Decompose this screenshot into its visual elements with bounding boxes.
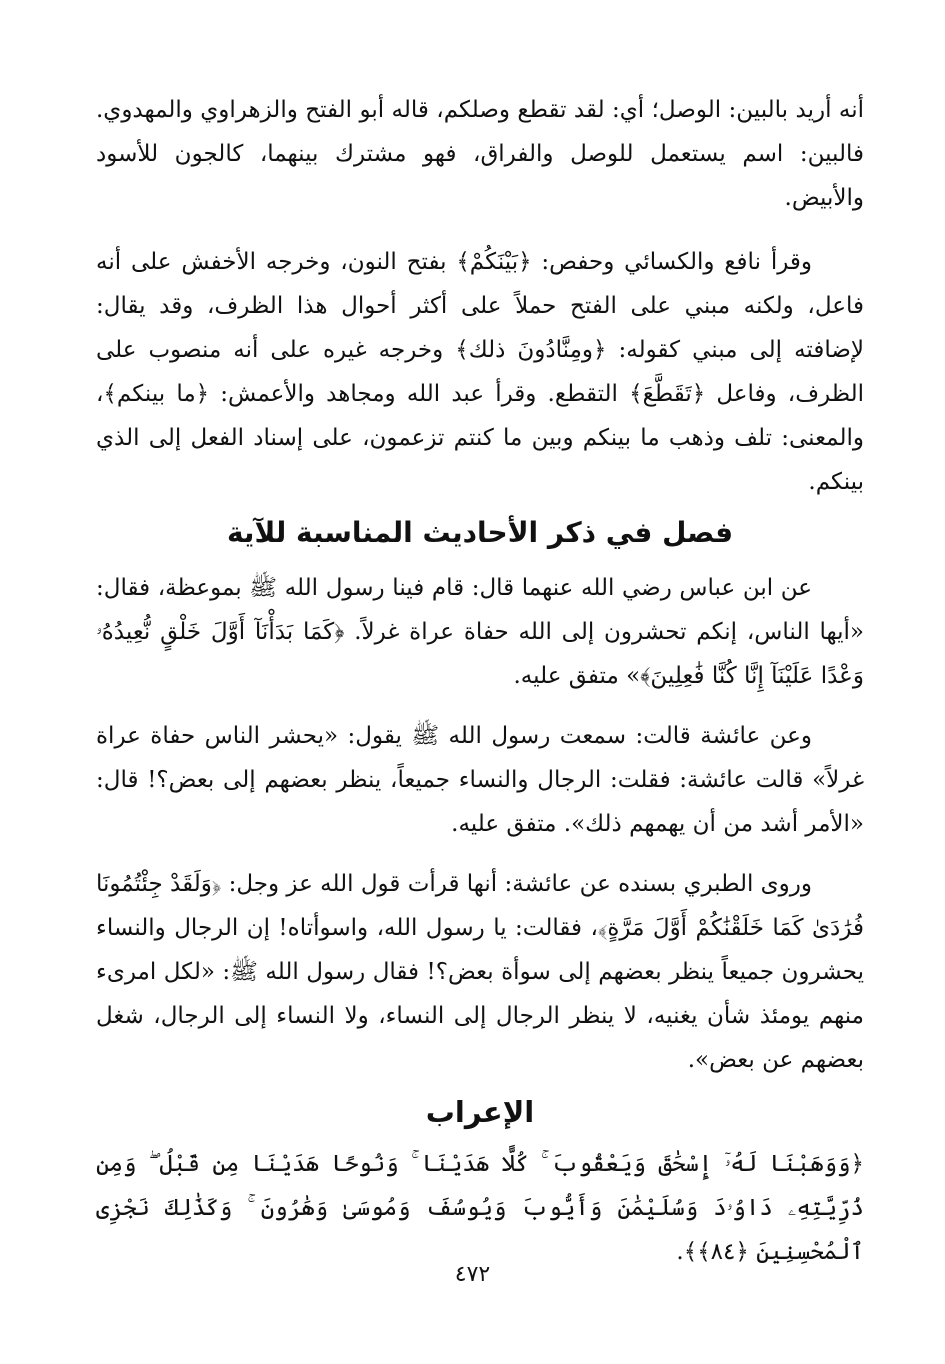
paragraph-hadith-aisha: وعن عائشة قالت: سمعت رسول الله ﷺ يقول: «يحشر الناس حفاة عراة غرلاً» قالت عائشة: فقلت: الرجال والنساء جميعاً، ينظر بعضهم إلى بعض؟! قال: «الأمر أشد من أن يهمهم ذلك». متفق عليه. [96, 723, 864, 837]
section-heading: فصل في ذكر الأحاديث المناسبة للآية [226, 516, 734, 549]
paragraph-tabari: وروى الطبري بسنده عن عائشة: أنها قرأت قول الله عز وجل: ﴿وَلَقَدْ جِئْتُمُونَا فُرَٰدَىٰ كَمَا خَلَقْنَٰكُمْ أَوَّلَ مَرَّةٍ﴾، فقالت: يا رسول الله، واسوأتاه! إن الرجال والنساء يحشرون جميعاً ينظر بعضهم إلى سوأة بعض؟! فقال رسول الله ﷺ: «لكل امرىء منهم يومئذ شأن يغنيه، لا ينظر الرجال إلى النساء، ولا النساء إلى الرجال، شغل بعضهم عن بعض». [96, 871, 864, 1073]
page-body [96, 88, 864, 1274]
irab-heading: الإعراب [425, 1095, 535, 1129]
page-number: ٤٧٢ [454, 1262, 491, 1287]
paragraph-verse: ﴿وَوَهَبْنَا لَهُۥٓ إِسْحَٰقَ وَيَعْقُوبَ ۚ كُلًّا هَدَيْنَا ۚ وَنُوحًا هَدَيْنَا مِن قَبْلُ ۖ وَمِن ذُرِّيَّتِهِۦ دَاوُۥدَ وَسُلَيْمَٰنَ وَأَيُّوبَ وَيُوسُفَ وَمُوسَىٰ وَهَٰرُونَ ۚ وَكَذَٰلِكَ نَجْزِى ٱلْمُحْسِنِينَ ﴿٨٤﴾﴾. [96, 1151, 864, 1265]
paragraph-meaning-of-bayn: أنه أريد بالبين: الوصل؛ أي: لقد تقطع وصلكم، قاله أبو الفتح والزهراوي والمهدوي. فالبين: اسم يستعمل للوصل والفراق، فهو مشترك بينهما، كالجون للأسود والأبيض. [96, 97, 864, 211]
paragraph-hadith-ibn-abbas: عن ابن عباس رضي الله عنهما قال: قام فينا رسول الله ﷺ بموعظة، فقال: «أيها الناس، إنكم تحشرون إلى الله حفاة عراة غرلاً. ﴿كَمَا بَدَأْنَآ أَوَّلَ خَلْقٍ نُّعِيدُهُۥ وَعْدًا عَلَيْنَآ إِنَّا كُنَّا فَٰعِلِينَ﴾» متفق عليه. [96, 575, 864, 689]
paragraph-qiraat: وقرأ نافع والكسائي وحفص: ﴿بَيْنَكُمْ﴾ بفتح النون، وخرجه الأخفش على أنه فاعل، ولكنه مبني على الفتح حملاً على أكثر أحوال هذا الظرف، وقد يقال: لإضافته إلى مبني كقوله: ﴿ومِنَّادُونَ ذلك﴾ وخرجه غيره على أنه منصوب على الظرف، وفاعل ﴿تَقَطَّعَ﴾ التقطع. وقرأ عبد الله ومجاهد والأعمش: ﴿ما بينكم﴾، والمعنى: تلف وذهب ما بينكم وبين ما كنتم تزعمون، على إسناد الفعل إلى الذي بينكم. [96, 249, 864, 495]
